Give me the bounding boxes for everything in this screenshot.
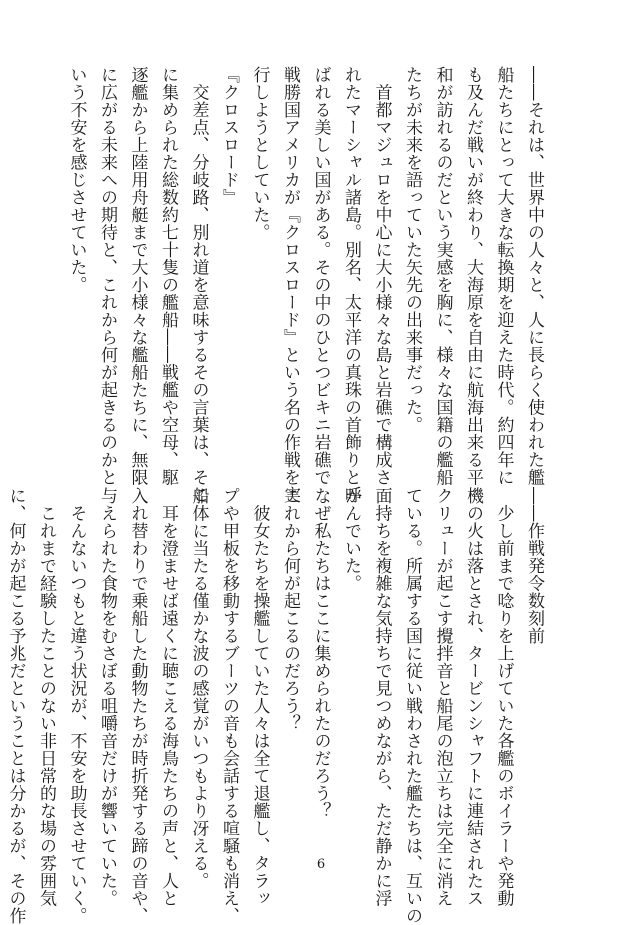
text-line: 戦勝国アメリカが『クロスロード』という名の作戦を実: [280, 66, 300, 504]
text-line: プや甲板を移動するブーツの音も会話する喧騒も消え、: [219, 487, 239, 925]
text-line: クリューが起こす攪拌音と船尾の泡立ちは完全に消え: [432, 487, 453, 907]
text-line: 与えられた食物をむさぼる咀嚼音だけが響いていた。: [97, 487, 117, 907]
text-line: 少し前まで唸りを上げていた各艦のボイラーや発動: [493, 487, 514, 907]
text-line: 逐艦から上陸用舟艇まで大小様々な艦船たちに、無限: [127, 66, 148, 486]
text-line: に広がる未来への期待と、これから何が起きるのかと: [97, 66, 117, 486]
bottom-text-block: [0, 487, 549, 925]
text-line: 首都マジュロを中心に大小様々な島と岩礁で構成さ: [371, 66, 392, 486]
text-line: たちが未来を語っていた矢先の出来事だった。: [402, 66, 422, 434]
top-text-block: [61, 66, 549, 504]
text-line: 入れ替わりで乗船した動物たちが時折発する蹄の音や、: [127, 487, 148, 925]
text-line: 『クロスロード』: [219, 66, 239, 206]
text-line: 交差点、分岐路、別れ道を意味するその言葉は、そこ: [188, 66, 209, 504]
text-line: に集められた総数約七十隻の艦船――戦艦や空母、駆: [158, 66, 178, 486]
text-line: ――作戦発令数刻前: [524, 487, 544, 645]
text-line: 船たちにとって大きな転換期を迎えた時代。約四年に: [493, 66, 514, 486]
text-line: 和が訪れるのだという実感を胸に、様々な国籍の艦船: [432, 66, 453, 486]
text-line: も及んだ戦いが終わり、大海原を自由に航海出来る平: [463, 66, 483, 486]
text-line: 船体に当たる僅かな波の感覚がいつもより冴える。: [188, 487, 209, 890]
text-line: なぜ私たちはここに集められたのだろう？: [310, 487, 331, 820]
text-line: ――それは、世界中の人々と、人に長らく使われた艦: [524, 66, 544, 486]
text-line: 行しようとしていた。: [249, 66, 270, 241]
text-line: に、何かが起こる予兆だということは分かるが、その作: [5, 487, 26, 925]
text-line: かんでいた。: [341, 487, 361, 592]
text-line: 機の火は落とされ、タービンシャフトに連結されたス: [463, 487, 483, 907]
page-number: 6: [316, 857, 326, 872]
text-line: いう不安を感じさせていた。: [66, 66, 87, 294]
text-line: れたマーシャル諸島。別名、太平洋の真珠の首飾りと呼: [341, 66, 361, 504]
text-line: ばれる美しい国がある。その中のひとつビキニ岩礁で: [310, 66, 331, 486]
text-line: 面持ちを複雑な気持ちで見つめながら、ただ静かに浮: [371, 487, 392, 907]
text-line: ている。所属する国に従い戦わされた艦たちは、互いの: [402, 487, 422, 925]
text-line: これから何が起こるのだろう？: [280, 487, 300, 732]
text-line: 耳を澄ませば遠くに聴こえる海鳥たちの声と、人と: [158, 487, 178, 907]
text-line: 彼女たちを操艦していた人々は全て退艦し、タラッ: [249, 487, 270, 907]
text-line: そんないつもと違う状況が、不安を助長させていく。: [66, 487, 87, 925]
text-line: これまで経験したことのない非日常的な場の雰囲気: [36, 487, 56, 907]
